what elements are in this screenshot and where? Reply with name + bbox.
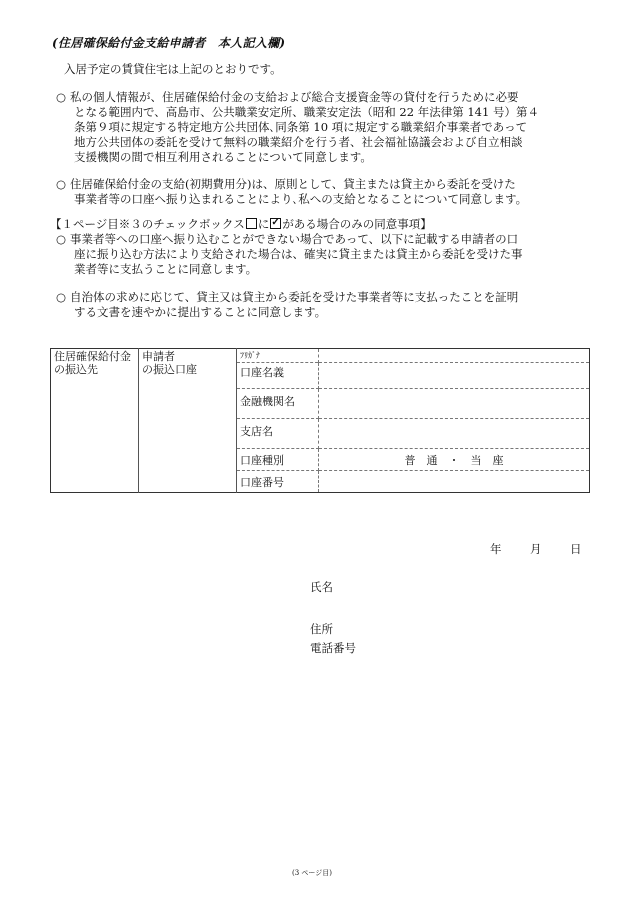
applicant-account-label-cell — [139, 349, 237, 493]
conditional-consent-heading — [50, 217, 432, 232]
clause-line: 条第９項に規定する特定地方公共団体､同条第 10 項に規定する職業紹介事業者であって — [74, 120, 528, 134]
condition-middle: に — [257, 217, 270, 231]
clause-line: 事業者等への口座へ振り込むことができない場合であって、以下に記載する申請者の口 — [70, 232, 519, 246]
date-line — [490, 541, 582, 557]
branch-name-label: 支店名 — [237, 419, 319, 449]
bullet-circle: ○ — [56, 90, 67, 104]
bank-name-label: 金融機関名 — [237, 389, 319, 419]
clause-line: となる範囲内で、高島市、公共職業安定所、職業安定法（昭和 22 年法律第 141 号）第４ — [74, 105, 539, 119]
clause-line: する文書を速やかに提出することに同意します。 — [74, 305, 327, 319]
clause-line: 業者等に支払うことに同意します。 — [74, 262, 258, 276]
furigana-field[interactable] — [319, 349, 590, 363]
branch-name-field[interactable] — [319, 419, 590, 449]
name-label: 氏名 — [310, 580, 333, 594]
payee-label: 住居確保給付金 — [54, 350, 131, 363]
empty-checkbox-icon — [246, 218, 257, 229]
account-name-label: 口座名義 — [237, 363, 319, 389]
page-number: (3 ページ目) — [292, 869, 333, 877]
clause-line: 支援機関の間で相互利用されることについて同意します。 — [74, 150, 372, 164]
phone-label: 電話番号 — [310, 641, 356, 655]
applicant-label: 申請者 — [142, 350, 175, 363]
furigana-label: ﾌﾘｶﾞﾅ — [237, 349, 319, 363]
bullet-circle: ○ — [56, 290, 67, 304]
month-label: 月 — [530, 542, 542, 556]
section-title: (住居確保給付金支給申請者 本人記入欄) — [52, 36, 286, 50]
account-number-field[interactable] — [319, 471, 590, 493]
clause-line: 座に振り込む方法により支給された場合は、確実に貸主または貸主から委託を受けた事 — [74, 247, 523, 261]
clause-line: 私の個人情報が、住居確保給付金の支給および総合支援資金等の貸付を行うために必要 — [70, 90, 519, 104]
clause-line: 事業者等の口座へ振り込まれることにより､私への支給となることについて同意します。 — [74, 192, 528, 206]
checked-checkbox-icon — [270, 218, 281, 229]
clause-line: 自治体の求めに応じて、貸主又は貸主から委託を受けた事業者等に支払ったことを証明 — [70, 290, 519, 304]
bank-account-table — [50, 348, 590, 493]
address-label: 住所 — [310, 622, 333, 636]
payee-label-cell — [51, 349, 139, 493]
year-label: 年 — [490, 542, 502, 556]
condition-prefix: 【１ページ目※３のチェックボックス — [50, 217, 245, 231]
intro-text: 入居予定の賃貸住宅は上記のとおりです。 — [64, 62, 282, 76]
account-type-options[interactable]: 普 通 ・ 当 座 — [319, 449, 590, 471]
bank-name-field[interactable] — [319, 389, 590, 419]
bullet-circle: ○ — [56, 232, 67, 246]
bullet-circle: ○ — [56, 177, 67, 191]
account-name-field[interactable] — [319, 363, 590, 389]
applicant-label-sub: の振込口座 — [142, 363, 197, 376]
account-number-label: 口座番号 — [237, 471, 319, 493]
clause-line: 住居確保給付金の支給(初期費用分)は、原則として、貸主または貸主から委託を受けた — [70, 177, 516, 191]
payee-label-sub: の振込先 — [54, 363, 98, 376]
day-label: 日 — [570, 542, 582, 556]
account-type-label: 口座種別 — [237, 449, 319, 471]
clause-line: 地方公共団体の委託を受けて無料の職業紹介を行う者、社会福祉協議会および自立相談 — [74, 135, 523, 149]
condition-suffix: がある場合のみの同意事項】 — [282, 217, 432, 231]
